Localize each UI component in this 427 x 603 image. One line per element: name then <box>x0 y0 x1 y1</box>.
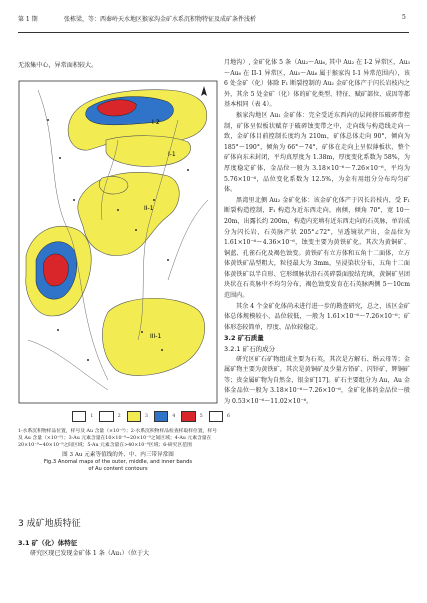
header-rule <box>18 32 409 33</box>
figure-title-en-1: Fig.3 Anomal maps of the outer, middle, and inner bands <box>43 459 193 465</box>
label-i2: I-2 <box>152 119 160 126</box>
left-section3 <box>18 518 216 559</box>
right-para-1: 月地沟）, 金矿化体 5 条（Au₂～Au₆, 其中 Au₂ 在 I-2 异常区，Au₃～Au₆ 在 II-1 异常区，Au₅～Au₆ 属于猴家沟 I-1 异常范围内），该 6 处金矿（化）体除 F₁ 断裂控制的 Au₂ 金矿化体产于闪长岩枝内之外，其余 5 处金矿（化）体的矿化类型、特征、赋矿部位、成因等都基本相同（表 4）。 <box>224 59 410 109</box>
label-ii1: II-1 <box>144 205 154 212</box>
right-column <box>224 58 410 408</box>
section31-heading: 3.1 矿（化）体特征 <box>18 539 78 547</box>
legend-label-2: 2 <box>117 413 121 419</box>
legend-swatch-4 <box>154 411 168 422</box>
legend-swatch-6 <box>209 411 223 422</box>
legend-label-6: 6 <box>227 413 230 419</box>
page-number: 5 <box>402 14 406 21</box>
legend-label-1: 1 <box>90 413 94 419</box>
legend-swatch-3 <box>127 411 141 422</box>
right-para-3: 黑湾里北侧 Au₂ 金矿化体：该金矿化体产于闪长岩枝内，受 F₁ 断裂构造控制，F₁ 构造为近东西走向，南倾，倾角 70°，宽 10～20m，出露长约 200m，构造内充填有近东西走向的石英脉，单岩成分为闪长岩，石英脉产状 205°∠72°，呈透镜状产出，金品位为 1.61×10⁻⁶～4.36×10⁻⁶，蚀变主要为黄铁矿化，其次为黄铜矿、铜蓝、孔雀石化及褐色蚀变。黄铁矿有立方体和五角十二面体，立方体黄铁矿晶型粗大，粒径最大为 3mm，呈浸染状分布，五角十二面体黄铁矿以半自形、它形细脉状沿石英碎裂面胶结充填，黄铜矿呈团块状在石英脉中不均匀分布，褐色蚀变发育在石英脉两侧 5～10cm 范围内。 <box>224 196 410 300</box>
right-para-2: 猴家沟地区 Au₁ 金矿体：完全受近东西向的层间挤压破碎带控制，矿体呈似板状赋存于破碎蚀变带之中，走向线与构造线走向一致，金矿体目前控制长度约为 210m，矿体总体走向 90°，倾向为 185°～190°，倾角为 66°～74°，矿体在走向上呈似薄板状，整个矿体向东未封闭，平均真厚度为 1.38m，厚度变化系数为 58%，为厚度稳定矿体，金品位一般为 3.18×10⁻⁶～7.26×10⁻⁶，平均为 5.76×10⁻⁶，品位变化系数为 12.5%，为金有用组分分布均匀矿体。 <box>224 111 410 194</box>
running-title: 张栋梁，等：西秦岭天水地区猴家沟金矿水系沉积物特征及成矿条件浅析 <box>64 16 257 23</box>
intro-text: 无浓集中心，异常面积较大。 <box>18 62 98 69</box>
figure-title-en-2: of Au content contours <box>88 466 148 473</box>
legend-label-5: 5 <box>199 413 203 419</box>
section321-heading: 3.2.1 矿石的成分 <box>224 345 276 354</box>
legend-swatch-1 <box>72 411 86 422</box>
figure-title-cn: 图 3 Au 元素等值线的外、中、内三带异常图 <box>62 452 174 458</box>
caption-note: 1-水系沉积物样品位置，样号及 Au 含量（×10⁻⁹）；2-水系沉积物样品检查样取样位置，样号及 Au 含量（×10⁻⁹）；3-Au 元素含量在10×10⁻⁹~20×10⁻⁹之间区域；4-Au 元素含量在 20×10⁻⁹~40×10⁻⁹之间区域；5-Au 元素含量在>40×10⁻⁹区域；6-研究区范围 <box>18 429 218 448</box>
section321-text: 研究区矿石矿物组成主要为石英，其次是方解石、绢云母等；金属矿物主要为黄铁矿，其次是黄铜矿及少量方铅矿、闪锌矿、辉铜矿等；贵金属矿物为自然金、银金矿[17]。矿石主要组分为 Au，Au 金体金品位一般为 3.18×10⁻⁶～7.26×10⁻⁶，金矿化体的金品位一般为 0.53×10⁻⁶～11.02×10⁻⁶。 <box>224 355 410 405</box>
legend-swatch-5 <box>181 411 195 422</box>
legend-label-4: 4 <box>172 413 176 419</box>
section3-heading: 3 成矿地质特征 <box>18 519 81 529</box>
issue-number: 第 1 期 <box>18 16 38 23</box>
figure-caption <box>18 428 218 473</box>
figure-legend <box>72 406 232 426</box>
section31-text: 研究区现已发现金矿体 1 条（Au₁）（位于大 <box>30 549 150 557</box>
section32-heading: 3.2 矿石质量 <box>224 334 264 343</box>
label-iii1: III-1 <box>150 333 162 340</box>
zone-ii1-blob <box>99 176 128 194</box>
anomaly-map-figure <box>18 80 218 404</box>
right-para-4: 其余 4 个金矿化体尚未进行进一步的勘查研究，总之，该区金矿体总体规模较小，品位较低，一般为 1.61×10⁻⁶～7.26×10⁻⁶；矿体形态较简单，厚度、品位较稳定。 <box>224 302 410 331</box>
zone-i1 <box>106 136 191 167</box>
legend-swatch-2 <box>99 411 113 422</box>
left-intro <box>18 61 216 72</box>
legend-label-3: 3 <box>145 413 148 419</box>
label-i1: I-1 <box>168 151 176 158</box>
